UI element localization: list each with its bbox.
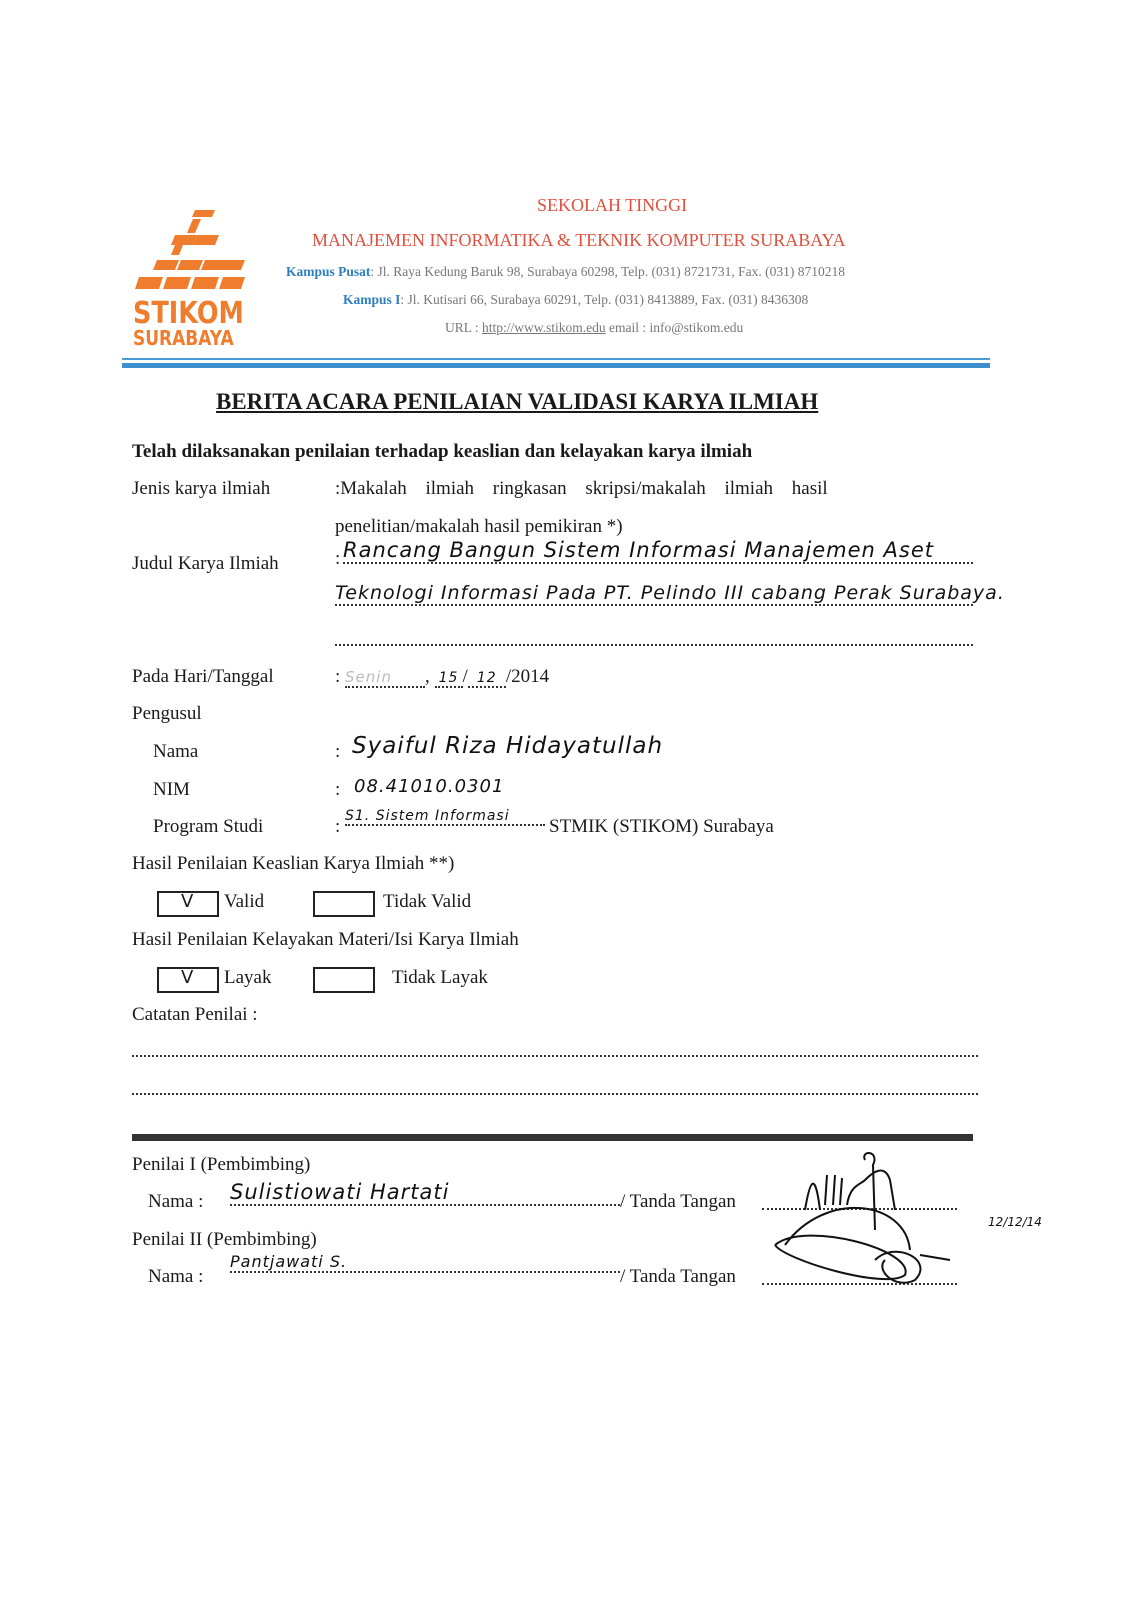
header-kampus-pusat [286,264,845,280]
jenis-value-2: penelitian/makalah hasil pemikiran *) [335,516,623,537]
header-divider-thick [122,363,990,368]
document-page: STIKOM SURABAYA SEKOLAH TINGGI MANAJEMEN INFORMATIKA & TEKNIK KOMPUTER SURABAYA Kampus Pusat: Jl. Raya Kedung Baruk 98, Surabaya 60298, Telp. (031) 8721731, Fax. (031) 8710218 Kampus I: Jl. Kutisari 66, Surabaya 60291, Telp. (031) 8413889, Fax. (031) 8436308 URL : http://www.stikom.edu email : info@stikom.edu BERITA ACARA PENILAIAN VALIDASI KARYA ILMIAH Telah dilaksanakan penilaian terhadap keaslian dan kelayakan karya ilmiah Jenis karya ilmiah :Makalah ilmiah ringkasan skripsi/makalah ilmiah hasil penelitian/makalah hasil pemikiran *) Judul Karya Ilmiah : Rancang Bangun Sistem Informasi Manajemen Aset Teknologi Informasi Pada PT. Pelindo III cabang Perak Surabaya. Pada Hari/Tanggal : Senin , 15 / 12 /2014 Pengusul Nama : Syaiful Riza Hidayatullah NIM : 08.41010.0301 Program Studi : S1. Sistem Informasi STMIK (STIKOM) Surabaya Hasil Penilaian Keaslian Karya Ilmiah **) V Valid Tidak Valid Hasil Penilaian Kelayakan Materi/Isi Karya Ilmiah V Layak Tidak Layak Catatan Penilai : Penilai I (Pembimbing) Nama : Sulistiowati Hartati / Tanda Tangan Penilai II (Pembimbing) Nama : Pantjawati S. / Tanda Tangan 12/12/14 [0,0,1127,1600]
tidak-layak-label: Tidak Layak [392,967,488,988]
tidak-valid-label: Tidak Valid [383,891,472,912]
catatan-line-1 [132,1045,978,1057]
header-url [445,320,743,336]
header-line2: MANAJEMEN INFORMATIKA & TEKNIK KOMPUTER SURABAYA [312,230,846,250]
email-text: email : info@stikom.edu [605,320,744,335]
prodi-value: S1. Sistem Informasi [345,808,545,826]
layak-label: Layak [224,967,272,988]
judul-label: Judul Karya Ilmiah [132,553,279,574]
header-kampus-1 [343,292,808,308]
keaslian-label: Hasil Penilaian Keaslian Karya Ilmiah **) [132,853,455,874]
section-divider [132,1134,973,1141]
penilai1-nama: Sulistiowati Hartati [230,1180,620,1206]
url-link[interactable]: http://www.stikom.edu [482,320,606,335]
penilai1-ttd-label: / Tanda Tangan [620,1191,736,1212]
kampus-pusat-label: Kampus Pusat [286,264,371,279]
penilai1-label: Penilai I (Pembimbing) [132,1154,311,1175]
valid-label: Valid [224,891,265,912]
intro-text: Telah dilaksanakan penilaian terhadap keaslian dan kelayakan karya ilmiah [132,441,753,462]
side-date-note: 12/12/14 [988,1215,1042,1229]
catatan-line-2 [132,1083,978,1095]
signature-drawing [765,1150,965,1290]
document-title: BERITA ACARA PENILAIAN VALIDASI KARYA ILMIAH [216,389,819,414]
nama-value: Syaiful Riza Hidayatullah [352,733,664,759]
penilai1-nama-label: Nama : [148,1191,204,1212]
jenis-value: :Makalah ilmiah ringkasan skripsi/makalah ilmiah hasil [335,478,828,499]
pengusul-label: Pengusul [132,703,202,724]
tidak-valid-checkbox[interactable] [313,891,375,917]
penilai2-ttd-label: / Tanda Tangan [620,1266,736,1287]
bln-value: 12 [468,670,506,688]
header-divider-thin [122,358,990,360]
header-line1: SEKOLAH TINGGI [537,195,688,215]
tanggal-value: : Senin , 15 / 12 /2014 [335,666,550,687]
tgl-value: 15 [435,670,463,688]
tanggal-label: Pada Hari/Tanggal [132,666,274,687]
kampus-1-address: : Jl. Kutisari 66, Surabaya 60291, Telp. (031) 8413889, Fax. (031) 8436308 [400,292,809,307]
tidak-layak-checkbox[interactable] [313,967,375,993]
check-mark: V [181,967,194,988]
jenis-label: Jenis karya ilmiah [132,478,271,499]
thn-value: /2014 [505,666,550,687]
nama-label: Nama [153,741,199,762]
penilai2-label: Penilai II (Pembimbing) [132,1229,317,1250]
kelayakan-label: Hasil Penilaian Kelayakan Materi/Isi Karya Ilmiah [132,929,519,950]
kampus-pusat-address: : Jl. Raya Kedung Baruk 98, Surabaya 60298, Telp. (031) 8721731, Fax. (031) 8710218 [370,264,846,279]
penilai2-nama-label: Nama : [148,1266,204,1287]
logo-text-surabaya: SURABAYA [133,326,234,350]
prodi-label: Program Studi [153,816,264,837]
penilai2-nama: Pantjawati S. [230,1252,620,1273]
url-label: URL : [445,320,482,335]
hari-value: Senin [345,668,425,688]
nim-value: 08.41010.0301 [354,776,505,797]
layak-checkbox[interactable] [157,967,219,993]
catatan-label: Catatan Penilai : [132,1004,258,1025]
check-mark: V [181,891,194,912]
nim-label: NIM [153,779,190,800]
judul-line-1: Rancang Bangun Sistem Informasi Manajemen Aset [343,538,973,564]
judul-line-3 [335,632,973,646]
prodi-suffix: STMIK (STIKOM) Surabaya [549,816,774,837]
valid-checkbox[interactable] [157,891,219,917]
logo-text-stikom: STIKOM [133,296,244,331]
kampus-1-label: Kampus I [343,292,401,307]
judul-line-2: Teknologi Informasi Pada PT. Pelindo III cabang Perak Surabaya. [335,582,1005,604]
